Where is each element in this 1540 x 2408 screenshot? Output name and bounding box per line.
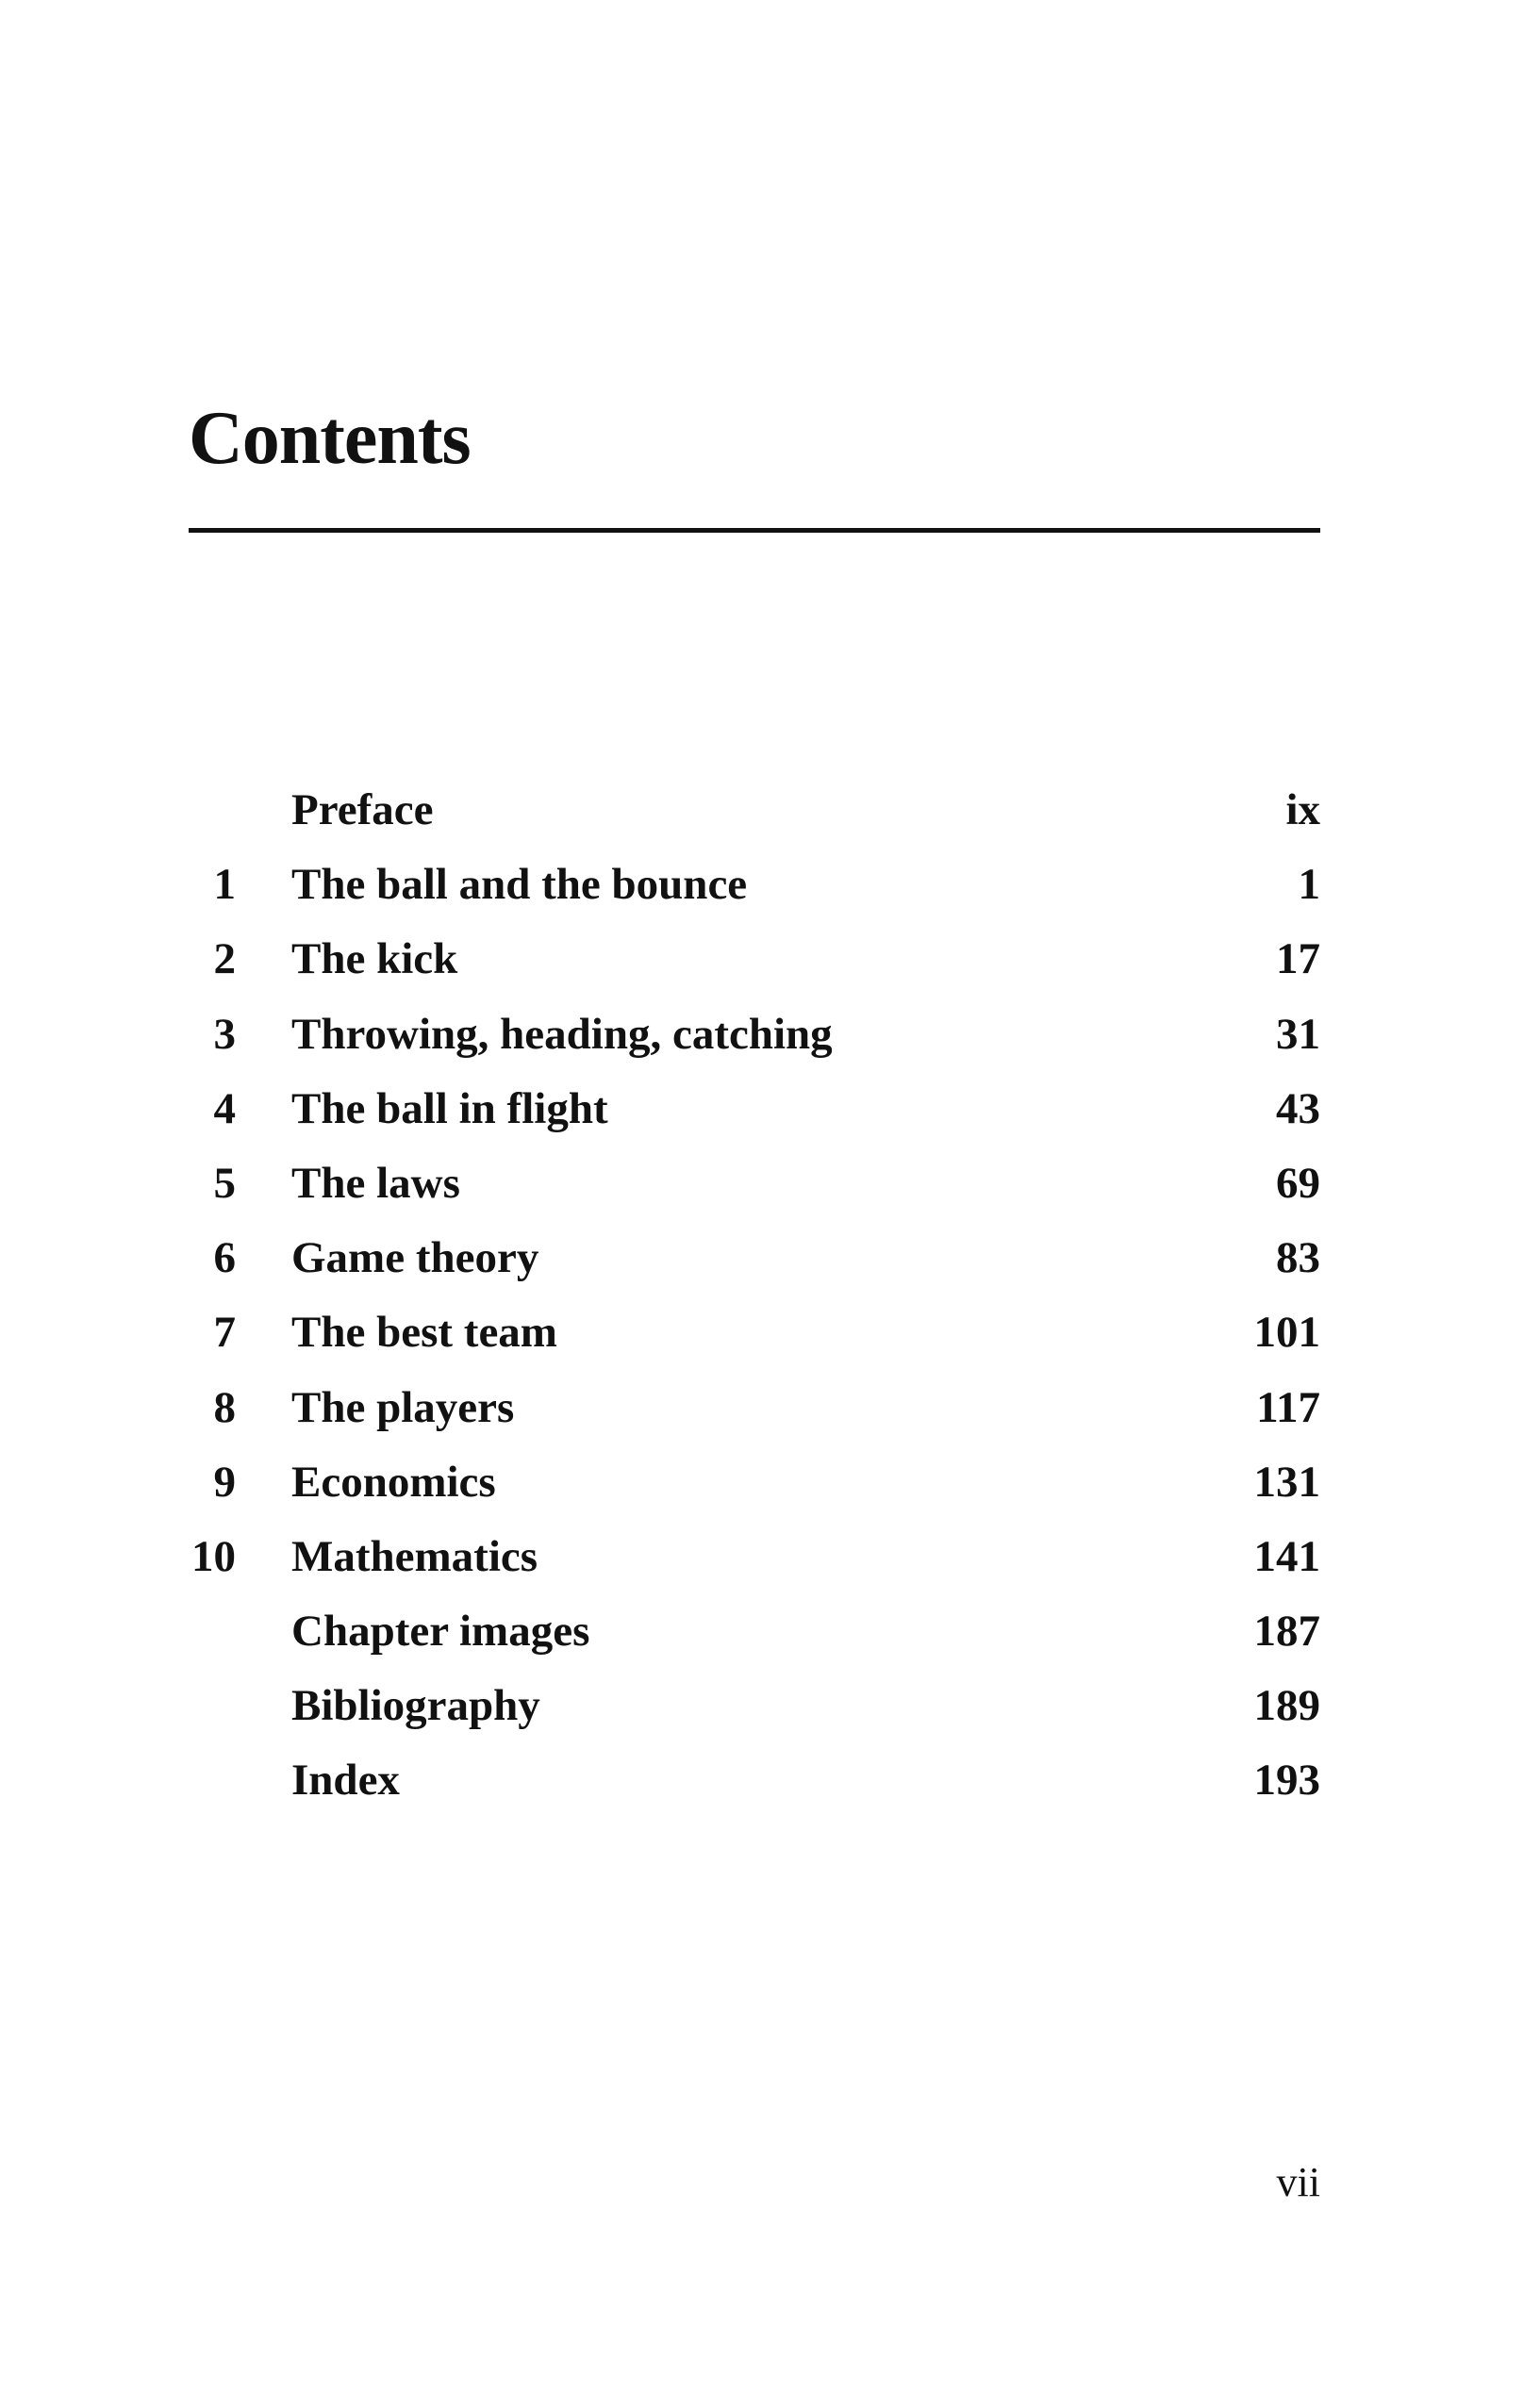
toc-entry-title: Game theory [291,1233,539,1283]
toc-entry-chapter-9[interactable] [184,1445,1320,1520]
toc-entry-page: 69 [1276,1158,1320,1208]
toc-entry-page: 193 [1253,1756,1320,1806]
toc-entry-chapter-7[interactable] [184,1295,1320,1370]
toc-entry-page: 17 [1276,934,1320,984]
toc-entry-number: 6 [213,1233,236,1283]
toc-entry-title: Economics [291,1457,496,1507]
toc-entry-chapter-1[interactable] [184,848,1320,922]
toc-entry-chapter-10[interactable] [184,1520,1320,1594]
toc-entry-number: 5 [213,1158,236,1208]
toc-entry-title: The kick [291,934,458,984]
toc-entry-page: 1 [1298,860,1320,910]
toc-entry-title: Bibliography [291,1681,540,1731]
toc-entry-title: The ball in flight [291,1083,608,1133]
toc-entry-page: 187 [1253,1607,1320,1657]
toc-entry-title: The players [291,1382,515,1432]
toc-entry-page: 101 [1253,1308,1320,1358]
toc-entry-number: 3 [213,1009,236,1059]
toc-entry-number: 7 [213,1308,236,1358]
toc-entry-bibliography[interactable] [184,1669,1320,1743]
toc-entry-chapter-3[interactable] [184,998,1320,1072]
toc-entry-number: 2 [213,934,236,984]
toc-entry-title: Preface [291,785,434,834]
toc-entry-chapter-6[interactable] [184,1221,1320,1295]
toc-entry-page: 31 [1276,1009,1320,1059]
toc-entry-number: 9 [213,1457,236,1507]
toc-entry-chapter-5[interactable] [184,1146,1320,1221]
toc-entry-page: 43 [1276,1083,1320,1133]
toc-entry-chapter-2[interactable] [184,922,1320,997]
toc-entry-title: The laws [291,1158,460,1208]
toc-entry-chapter-8[interactable] [184,1371,1320,1445]
page-title: Contents [189,397,471,480]
toc-entry-preface[interactable] [184,773,1320,848]
toc-entry-title: The best team [291,1308,557,1358]
toc-entry-index[interactable] [184,1743,1320,1818]
toc-entry-number: 10 [191,1531,236,1581]
toc-entry-title: Chapter images [291,1607,590,1657]
toc-entry-chapter-4[interactable] [184,1072,1320,1146]
table-of-contents [184,773,1320,1819]
toc-entry-title: Index [291,1756,400,1806]
toc-entry-page: 117 [1256,1382,1320,1432]
toc-entry-page: 83 [1276,1233,1320,1283]
toc-entry-title: The ball and the bounce [291,860,748,910]
toc-entry-title: Throwing, heading, catching [291,1009,833,1059]
toc-entry-page: ix [1285,785,1320,834]
toc-entry-page: 131 [1253,1457,1320,1507]
toc-entry-number: 8 [213,1382,236,1432]
page-number: vii [1276,2159,1320,2205]
toc-entry-title: Mathematics [291,1531,538,1581]
toc-entry-number: 4 [213,1083,236,1133]
toc-entry-number: 1 [213,860,236,910]
toc-entry-chapter-images[interactable] [184,1594,1320,1669]
toc-entry-page: 189 [1253,1681,1320,1731]
title-divider [189,528,1320,533]
toc-entry-page: 141 [1253,1531,1320,1581]
